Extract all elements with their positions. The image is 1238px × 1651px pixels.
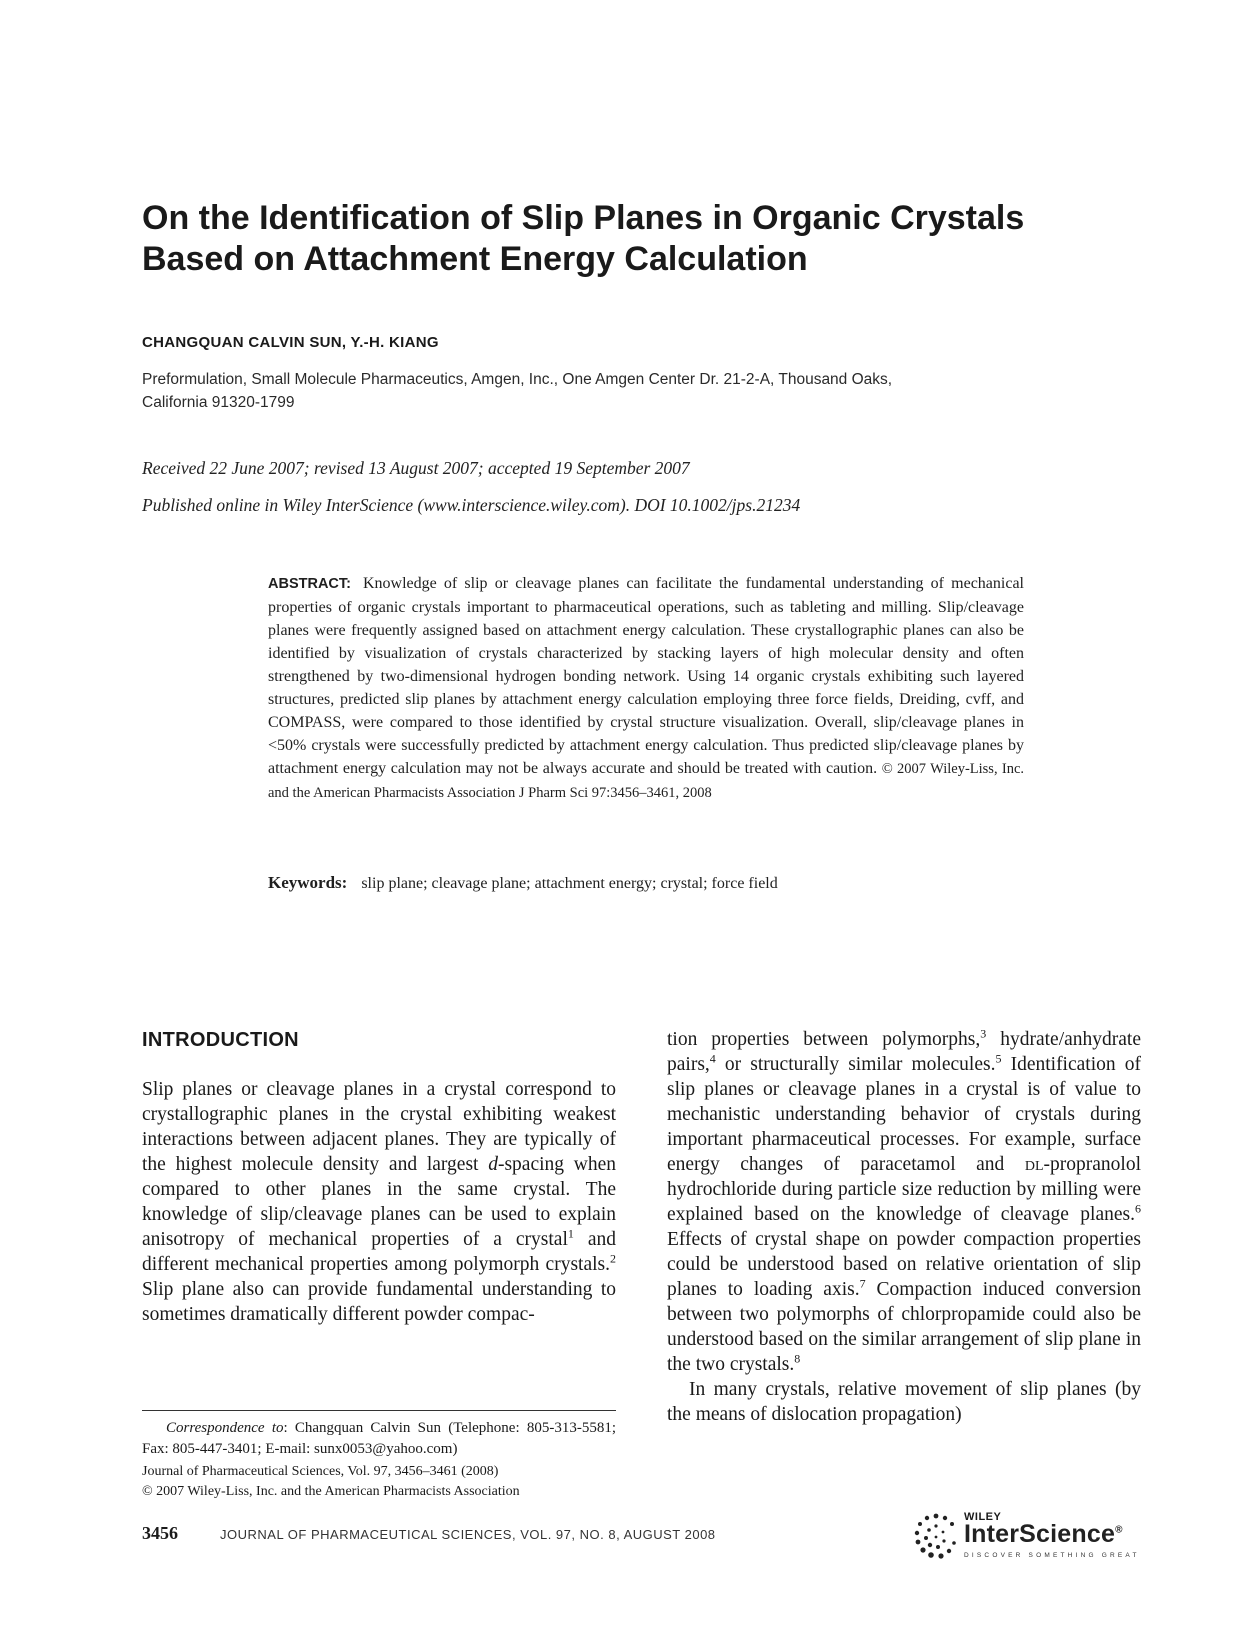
correspondence-footnote: Correspondence to: Changquan Calvin Sun (Telephone: 805-313-5581; Fax: 805-447-3401; E-mail: sunx0053@yahoo.com): [142, 1420, 616, 1457]
abstract-copyright: © 2007 Wiley-Liss, Inc. and the American Pharmacists Association J Pharm Sci 97:3456–3461, 2008: [268, 761, 1025, 801]
journal-citation: [142, 1462, 616, 1502]
affiliation-line-2: California 91320-1799: [142, 394, 295, 411]
keywords-label: Keywords:: [268, 873, 348, 892]
citation-ref[interactable]: 4: [709, 1051, 716, 1066]
body-column-left: [142, 1077, 616, 1327]
published-info: Published online in Wiley InterScience (www.interscience.wiley.com). DOI 10.1002/jps.21234: [142, 495, 801, 515]
dotted-burst-icon: [912, 1510, 960, 1562]
logo-publisher: WILEY: [964, 1511, 1002, 1523]
page-number: 3456: [142, 1523, 178, 1543]
citation-ref[interactable]: 5: [995, 1051, 1002, 1066]
abstract-label: ABSTRACT:: [268, 576, 351, 592]
journal-line: Journal of Pharmaceutical Sciences, Vol. 97, 3456–3461 (2008): [142, 1464, 499, 1479]
body-column-right: [667, 1027, 1141, 1427]
keywords: [268, 873, 1028, 893]
wiley-interscience-logo[interactable]: [912, 1510, 1142, 1562]
citation-ref[interactable]: 8: [794, 1351, 801, 1366]
footnote-divider: [142, 1410, 616, 1411]
received-dates: Received 22 June 2007; revised 13 August 2007; accepted 19 September 2007: [142, 458, 690, 478]
running-footer: JOURNAL OF PHARMACEUTICAL SCIENCES, VOL. 97, NO. 8, AUGUST 2008: [220, 1527, 716, 1542]
citation-ref[interactable]: 2: [610, 1251, 616, 1266]
citation-ref[interactable]: 3: [980, 1026, 987, 1041]
title-line-1: On the Identification of Slip Planes in Organic Crystals: [142, 199, 1025, 237]
intro-paragraph-1: Slip planes or cleavage planes in a crystal correspond to crystallographic planes in the crystal exhibiting weakest interactions between adjacent planes. They are typically of the highest molecule density and largest d-spacing when compared to other planes in the same crystal. The knowledge of slip/cleavage planes can be used to explain anisotropy of mechanical properties of a crystal$^1$ and different mechanical properties among polymorph crystals.$^2$ Slip plane also can provide fundamental understanding to sometimes dramatically different powder compac-: [142, 1079, 616, 1325]
logo-tagline: DISCOVER SOMETHING GREAT: [964, 1552, 1140, 1559]
intro-paragraph-2: In many crystals, relative movement of slip planes (by the means of dislocation propagation): [667, 1379, 1141, 1425]
logo-name: InterScience®: [964, 1520, 1123, 1548]
citation-ref[interactable]: 6: [1135, 1201, 1141, 1216]
citation-ref[interactable]: 1: [567, 1226, 574, 1241]
citation-ref[interactable]: 7: [859, 1276, 866, 1291]
affiliation: [142, 368, 1082, 414]
section-heading-introduction: INTRODUCTION: [142, 1029, 299, 1051]
intro-paragraph-1-continued: tion properties between polymorphs,$^3$ hydrate/anhydrate pairs,$^4$ or structurally similar molecules.$^5$ Identification of slip planes or cleavage planes in a crystal is of value to mechanistic understanding behavior of crystals during important pharmaceutical processes. For example, surface energy changes of paracetamol and dl-propranolol hydrochloride during particle size reduction by milling were explained based on the knowledge of cleavage planes.$^6$ Effects of crystal shape on powder compaction properties could be understood based on relative orientation of slip planes to loading axis.$^7$ Compaction induced conversion between two polymorphs of chlorpropamide could also be understood based on the similar arrangement of slip plane in the two crystals.$^8$: [667, 1026, 1141, 1375]
abstract-text: Knowledge of slip or cleavage planes can facilitate the fundamental understanding of mechanical properties of organic crystals important to pharmaceutical operations, such as tableting and milling. Slip/cleavage planes were frequently assigned based on attachment energy calculation. These crystallographic planes can also be identified by visualization of crystals characterized by stacking layers of high molecular density and often strengthened by two-dimensional hydrogen bonding network. Using 14 organic crystals exhibiting such layered structures, predicted slip planes by attachment energy calculation employing three force fields, Dreiding, cvff, and COMPASS, were compared to those identified by crystal structure visualization. Overall, slip/cleavage planes in <50% crystals were successfully predicted by attachment energy calculation. Thus predicted slip/cleavage planes by attachment energy calculation may not be always accurate and should be treated with caution.: [268, 575, 1024, 777]
title-line-2: Based on Attachment Energy Calculation: [142, 240, 808, 278]
article-title: [142, 198, 1102, 280]
keywords-text: slip plane; cleavage plane; attachment energy; crystal; force field: [361, 875, 778, 892]
abstract: [268, 572, 1024, 805]
journal-copyright: © 2007 Wiley-Liss, Inc. and the American Pharmacists Association: [142, 1484, 520, 1499]
affiliation-line-1: Preformulation, Small Molecule Pharmaceutics, Amgen, Inc., One Amgen Center Dr. 21-2-A, Thousand Oaks,: [142, 371, 893, 388]
author-list: CHANGQUAN CALVIN SUN, Y.-H. KIANG: [142, 334, 439, 351]
